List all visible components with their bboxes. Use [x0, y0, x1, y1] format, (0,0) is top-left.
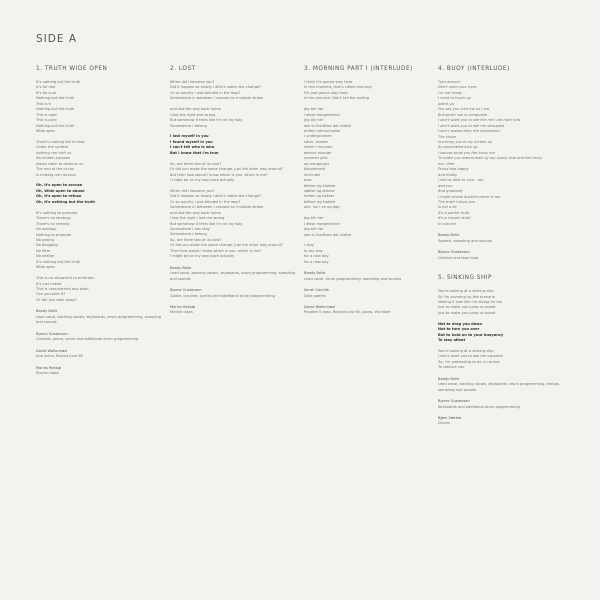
credit-entry [438, 250, 566, 261]
lyric-stanza [170, 107, 298, 129]
lyric-line: When did I become you? [170, 80, 215, 84]
credit-role: Prophet 5 bass, Roland Juno 60, piano, Wurlitzer [304, 310, 391, 315]
lyric-line: Then how would I know which is you, which is me? [170, 248, 262, 253]
lyric-line: sjøtter og skikker [304, 189, 336, 193]
lyric-line: tilbulemmel [304, 167, 326, 172]
lyric-line: But then how would I know which is you, which is me? [170, 172, 268, 177]
lyric-stanza [438, 80, 566, 227]
lyric-line: and lost the way back home [170, 107, 221, 112]
lyric-line: Or so quickly I was blinded in the leap? [170, 199, 241, 204]
lyric-stanza [36, 211, 164, 271]
lyric-line: I think I'm gonna stay here [304, 80, 353, 84]
lyric-line: jeg blir her [304, 227, 324, 232]
credit-name: David Wallumrød [36, 348, 67, 353]
lyric-line: i disse morgentimer [304, 112, 340, 117]
song-title: 4. BUOY (INTERLUDE) [438, 66, 510, 72]
side-title: SIDE A [36, 33, 78, 45]
lyric-stanza [304, 107, 432, 211]
lyric-line: I lost myself in you [170, 134, 209, 139]
lyric-line: Or did you make the same change, just the other way around? [170, 167, 283, 172]
lyric-line: I'm just gonna stay here [304, 90, 348, 95]
lyric-line: ake is livsrådes det slutter [304, 123, 352, 128]
credit-entry [36, 366, 164, 377]
song-block [438, 275, 566, 427]
lyric-line: But to hold on to your buoyancy [438, 332, 504, 337]
lyric-line: I don't want you to see me capsized [438, 354, 503, 359]
lyric-line: But what I am is composite [438, 112, 487, 117]
credit-role: Speech, sampling and sounds [438, 238, 492, 243]
lyric-line: Somewhere I can stay [170, 226, 210, 231]
credit-name: Beady Belle [304, 271, 326, 276]
lyric-stanza [304, 216, 432, 238]
lyric-line: to my way [304, 248, 323, 253]
chorus-stanza [36, 183, 164, 205]
credit-entry [36, 309, 164, 325]
lyric-line: So, are there two of us now? [170, 237, 222, 242]
lyric-line: I don't want you to see me damaged [438, 123, 505, 128]
lyric-stanza [438, 349, 566, 371]
lyric-line: jeg blir her [304, 118, 324, 123]
lyric-line: I can't tell who is who [170, 145, 215, 150]
lyric-line: When did I become you? [170, 188, 215, 193]
credit-entry [36, 349, 164, 360]
lyric-line: Oh, Wide open to abuse [36, 188, 85, 193]
lyric-line: This is it [36, 101, 51, 106]
credit-name: Bjarne Gustavsen [438, 399, 470, 404]
lyric-line: It's just naked [36, 281, 62, 286]
lyric-line: would claim to deserve us [36, 161, 84, 166]
lyric-line: Somewhere in between I crossed an invisible streak [170, 96, 264, 101]
credit-role: Clavinet, piano, synth and additional drum programming [36, 337, 139, 342]
lyric-line: It's nothing to promote [36, 210, 78, 215]
credits [170, 266, 298, 316]
lyric-line: No hidden purpose [36, 156, 71, 161]
lyric-line: for a new day [304, 254, 329, 259]
credit-name: Bjarne Gustavsen [170, 288, 202, 293]
lyric-line: To capture you [438, 365, 465, 370]
column-3 [304, 66, 432, 330]
lyric-line: Turn around [438, 80, 460, 84]
credit-role: Dark poems [304, 293, 326, 298]
lyric-line: I lost the right I lost the wrong [170, 216, 225, 221]
lyric-line: duften nemne boller [304, 129, 341, 134]
lyric-line: in the promise. Don't tell the ending [304, 96, 370, 101]
lyric-line: This is pure [36, 118, 57, 123]
lyric-line: I found myself in you [170, 139, 213, 144]
lyric-line: I need to touch up [438, 96, 471, 101]
song-block [438, 66, 566, 261]
lyric-stanza [170, 80, 298, 102]
credit-entry [170, 266, 298, 282]
lyric-line: No shelter [36, 254, 55, 259]
credits [438, 233, 566, 261]
credit-entry [304, 288, 432, 299]
lyric-line: It's for sure [36, 90, 57, 95]
lyric-line: blikker og klokker [304, 183, 336, 188]
lyric-line: ake is livsrådes det slutter [304, 232, 352, 237]
lyric-line: nemn i munnen [304, 145, 333, 150]
lyric-line: It's nothing but the truth [36, 259, 81, 264]
song-title: 5. SINKING SHIP [438, 275, 493, 282]
credit-role: Guitar, clavinet, synths and additional drum programming [170, 293, 275, 298]
credit-role: Keyboards and additional drum programming [438, 404, 520, 409]
credit-entry [170, 288, 298, 299]
lyric-line: it's a chosen truth [438, 216, 471, 221]
song-title: 2. LOST [170, 66, 196, 72]
lyric-line: Somewhere in between I crossed an invisible streak [170, 205, 264, 210]
lyric-line: You say you love me as I am [438, 107, 490, 112]
lyric-line: Somewhere I belong [170, 123, 207, 128]
lyric-line: Did it happen so slowly I didn't notice the change? [170, 85, 261, 90]
lyric-line: og morgengry [304, 161, 330, 166]
lyric-line: i undergrunnen [304, 134, 332, 139]
lyric-line: To stay afloat [438, 338, 466, 343]
credit-name: Beady Belle [438, 376, 460, 381]
lyric-line: Under the surface [36, 145, 69, 150]
lyric-stanza [304, 80, 432, 102]
credit-name: Marius Reksjø [36, 365, 61, 370]
credits [304, 271, 432, 316]
lyric-stanza [170, 162, 298, 184]
lyric-line: The end of the circus [36, 167, 74, 172]
lyric-line: This is open [36, 112, 58, 117]
credit-name: Beady Belle [438, 233, 460, 238]
credit-role: Ana Solus, Roland Juno 60 [36, 354, 83, 359]
lyric-line: and you [438, 183, 453, 188]
lyric-line: No apology [36, 227, 57, 232]
lyric-line: I might be on my way back actually [170, 177, 235, 182]
lyric-line: Not to turn you over [438, 327, 480, 332]
credit-name: Bjarne Gustavsen [36, 331, 68, 336]
song-block [304, 66, 432, 316]
lyric-line: Oh, it's nothing but the truth [36, 199, 95, 204]
credits [36, 309, 164, 376]
credit-role: Lead vocal, backing vocals, keyboards, drum programming, sampling and sounds [36, 314, 162, 325]
chorus-stanza [170, 134, 298, 156]
lyric-line: Making it look like I'm diving for fun [438, 299, 503, 304]
lyric-line: Jeg blir her [304, 107, 324, 112]
credit-entry [438, 416, 566, 427]
lyric-line: There's nothing left to hide [36, 139, 85, 144]
lyric-line: demne stunder [304, 150, 332, 155]
lyric-line: There's no strategy [36, 216, 71, 221]
lyric-stanza [170, 189, 298, 260]
credit-role: Lead vocal, drum programming, sampling and sounds [304, 276, 402, 281]
lyric-line: Oh, it's open to accuse [36, 183, 83, 188]
lyric-line: But I know that I'm true [170, 150, 219, 155]
song-title: 3. MORNING PART I (INTERLUDE) [304, 66, 413, 72]
lyric-line: No filter [36, 248, 51, 253]
lyric-line: Nothing but the truth [36, 123, 75, 128]
lyric-line: To make you wanna walk by my sunny side and feel lucky [438, 156, 543, 161]
credit-role: Electric bass [36, 370, 59, 375]
lyric-line: sitter, skrider [304, 139, 329, 144]
lyric-line: It's for real [36, 85, 56, 90]
lyric-line: You're looking at a sinking ship [438, 348, 494, 353]
credits [438, 377, 566, 427]
lyric-line: Don't open your eyes [438, 85, 477, 90]
lyric-line: Wide open [36, 265, 56, 270]
lyric-line: I don't wanna dirty the impression [438, 129, 500, 134]
lyric-line: And gradually [438, 189, 464, 194]
lyric-line: Or so quickly I was blinded in the leap? [170, 90, 241, 95]
credit-name: Sarah Camille [304, 288, 330, 293]
credit-name: Beady Belle [170, 265, 192, 270]
lyric-line: is not a lie [438, 205, 457, 210]
lyric-line: Oh, it's open to refuse [36, 194, 82, 199]
lyric-line: Wide open [36, 129, 56, 134]
lyric-line: nothing can hurt us [36, 150, 72, 155]
lyric-line: patch up [438, 101, 454, 106]
credit-name: Bjarne Gustavsen [438, 250, 470, 255]
lyric-line: It's nothing but the truth [36, 80, 81, 84]
lyric-line: to survive [438, 221, 456, 226]
lyric-line: i disse morgentimer [304, 221, 340, 226]
lyric-line: But somehow it feels like I'm on my way [170, 221, 243, 226]
credit-entry [438, 233, 566, 244]
lyric-line: Just to make you jump on board [438, 305, 496, 310]
lyric-line: I'm not ready [438, 90, 463, 95]
lyric-line: This is no shipwreck to entertain [36, 276, 95, 281]
lyric-line: Did it happen so slowly I didn't notice the change? [170, 194, 261, 199]
credit-name: Bjørn Sæther [438, 415, 462, 420]
credit-name: Beady Belle [36, 309, 58, 314]
lyric-line: The vision [438, 134, 457, 139]
credit-role: Electric bass [170, 310, 193, 315]
lyric-stanza [438, 289, 566, 316]
lyric-line: Just to make you jump on board [438, 310, 496, 315]
credit-role: Lead vocal, backing vocals, keyboards, drum programming, strings, sampling and sounds [438, 382, 560, 392]
lyric-line: I lost the right and wrong [170, 112, 216, 117]
lyric-line: over [304, 178, 313, 183]
lyric-line: An associated fuck up [438, 145, 478, 150]
lyric-line: Proud and happy [438, 167, 469, 172]
credit-name: Marius Reksjø [170, 304, 195, 309]
credit-entry [170, 305, 298, 316]
lyric-line: I wanna show you the lucky me [438, 150, 495, 155]
lyric-line: And finally [438, 172, 458, 177]
chorus-stanza [438, 322, 566, 344]
lyric-line: in this moment, that's called morning [304, 85, 372, 90]
lyric-line: So, I'm pretending to be in control [438, 359, 500, 364]
credit-role: Clarinet and tape loop [438, 255, 479, 260]
lyric-line: I don't want you to see the me I am right now [438, 118, 521, 123]
lyric-line: So, are there two of us now? [170, 161, 222, 166]
lyric-line: blikker og klokker [304, 199, 336, 204]
lyric-line: The truth I show you [438, 199, 476, 204]
lyric-line: No posing [36, 237, 54, 242]
lyric-line: You're looking at a sinking ship [438, 289, 494, 294]
song-block [170, 66, 298, 316]
lyric-stanza [304, 243, 432, 265]
lyric-line: Not to drag you down [438, 321, 483, 326]
lyric-line: This is unscratched and plain [36, 286, 89, 291]
lyric-line: I stay [304, 243, 314, 248]
column-1 [36, 66, 164, 390]
credit-entry [438, 399, 566, 410]
lyric-line: So I'm covering up the scenario [438, 294, 495, 299]
lyric-line: I might be on my way back actually [170, 254, 235, 259]
lyric-line: I will be able to love - me [438, 178, 484, 183]
lyric-stanza [36, 276, 164, 303]
lyric-line: Jeg blir her [304, 216, 324, 221]
credit-role: Lead vocal, backing vocals, keyboards, drum programming, sampling and sounds [170, 271, 296, 281]
lyric-line: it's a partial truth [438, 210, 470, 215]
lyric-line: Or did you make the same change, just the other way around? [170, 243, 283, 248]
song-title: 1. TRUTH WIDE OPEN [36, 66, 108, 72]
column-4 [438, 66, 566, 441]
lyric-line: and lost the way back home [170, 210, 221, 215]
lyric-line: Somewhere I belong [170, 232, 207, 237]
lyric-stanza [36, 140, 164, 178]
lyric-line: Nothing but the truth [36, 107, 75, 112]
lyric-line: alle, inn i en og dag [304, 205, 340, 210]
lyric-line: helten og hakker [304, 194, 335, 199]
credit-entry [304, 305, 432, 316]
credit-role: Drums [438, 421, 450, 426]
credit-entry [304, 271, 432, 282]
lyric-line: too...free [438, 161, 455, 166]
credit-entry [36, 332, 164, 343]
lyric-line: Or will you walk away? [36, 297, 78, 302]
lyric-line: inner øst [304, 172, 320, 177]
lyric-line: I might reveal another piece of me [438, 194, 501, 199]
column-2 [170, 66, 298, 330]
song-block [36, 66, 164, 376]
credit-entry [438, 377, 566, 393]
lyric-line: But somehow it feels like I'm on my way [170, 118, 243, 123]
lyric-line: Nothing to promote [36, 232, 72, 237]
lyric-line: No blogging [36, 243, 58, 248]
lyric-line: is making me nervous [36, 172, 76, 177]
lyric-line: for a new day [304, 259, 329, 264]
credit-name: David Wallumrød [304, 305, 335, 310]
lyric-line: Nothing but the truth [36, 96, 75, 101]
lyric-line: Involving you in my screen up [438, 139, 493, 144]
lyric-line: There's no remedy [36, 221, 70, 226]
lyric-stanza [36, 80, 164, 135]
lyric-line: Can you take it? [36, 292, 66, 297]
lyric-line: nommer grid [304, 156, 328, 161]
